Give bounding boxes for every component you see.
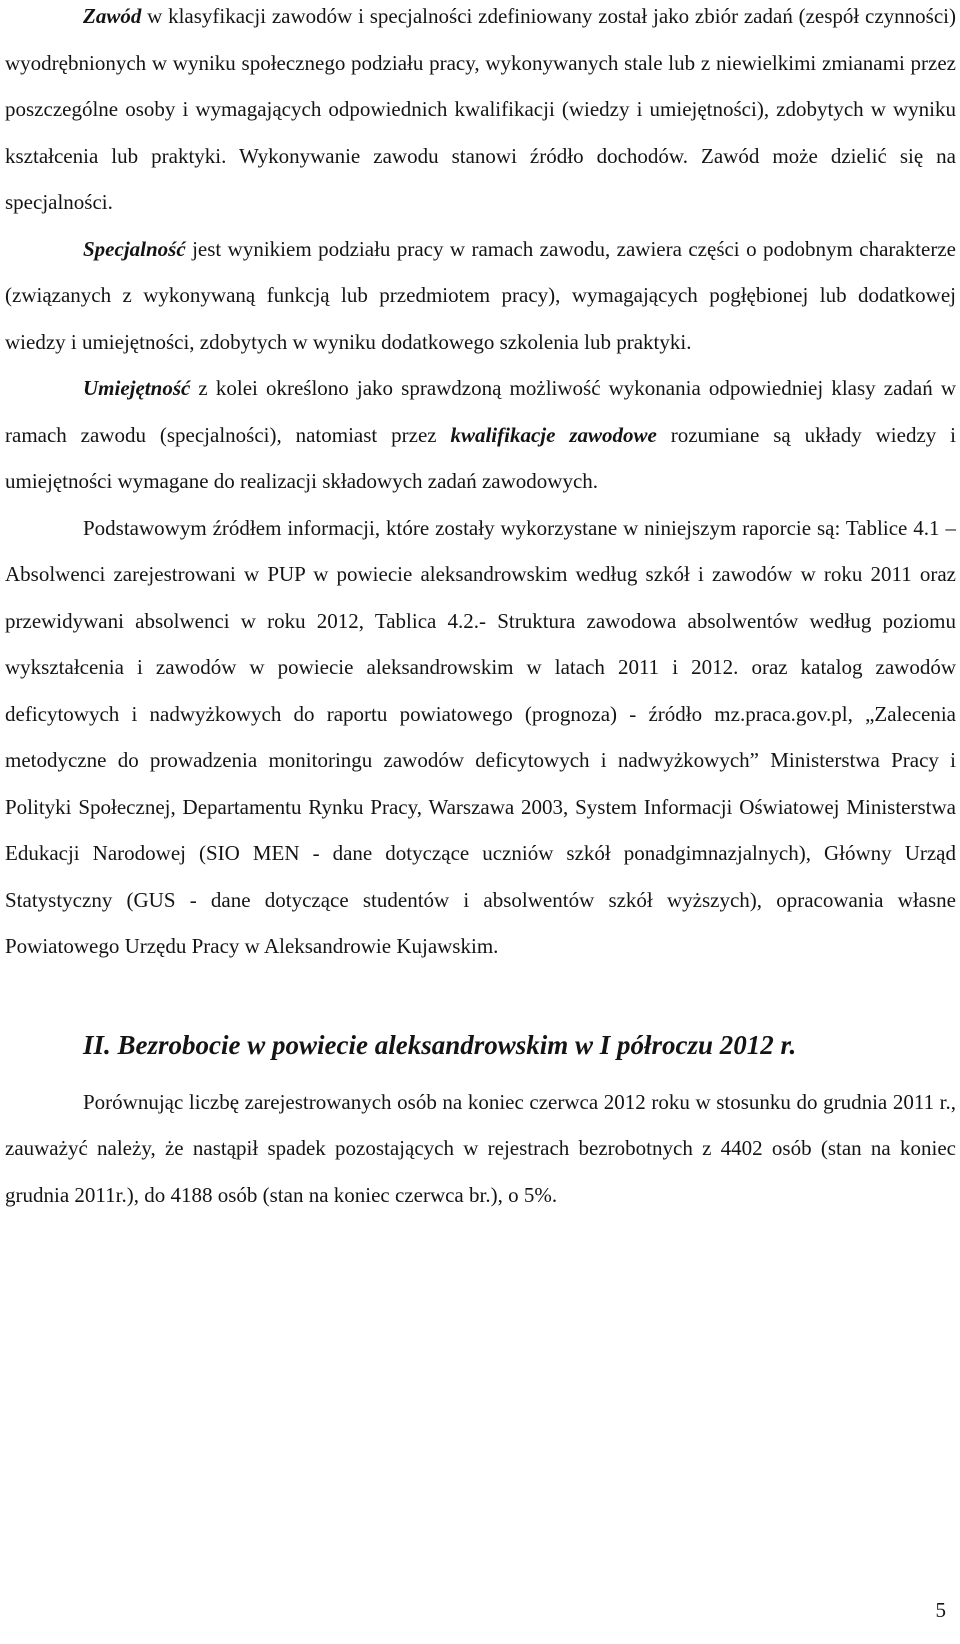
paragraph-umiejetnosc-text-a: z kolei określono jako sprawdzoną możliwość wykonania odpowiedniej klasy zadań w ramach zawodu (specjalności), natomiast przez <box>5 376 956 447</box>
section-heading: II. Bezrobocie w powiecie aleksandrowskim w I półroczu 2012 r. <box>83 1029 797 1060</box>
paragraph-umiejetnosc <box>5 365 956 505</box>
spacer <box>5 1065 956 1079</box>
term-kwalifikacje-zawodowe: kwalifikacje zawodowe <box>450 422 657 447</box>
paragraph-umiejetnosc-text-b: rozumiane są układy wiedzy i umiejętności wymagane do realizacji składowych zadań zawodowych. <box>5 422 956 493</box>
document-page <box>5 0 956 1218</box>
paragraph-zawod <box>5 0 956 226</box>
paragraph-bezrobocie: Porównując liczbę zarejestrowanych osób na koniec czerwca 2012 roku w stosunku do grudnia 2011 r., zauważyć należy, że nastąpił spadek pozostających w rejestrach bezrobotnych z 4402 osób (stan na koniec grudnia 2011r.), do 4188 osób (stan na koniec czerwca br.), o 5%. <box>5 1089 956 1207</box>
spacer <box>5 970 956 1025</box>
term-zawod: Zawód <box>83 4 142 28</box>
paragraph-specjalnosc <box>5 226 956 366</box>
paragraph-specjalnosc-text: jest wynikiem podziału pracy w ramach zawodu, zawiera części o podobnym charakterze (związanych z wykonywaną funkcją lub przedmiotem pracy), wymagających pogłębionej lub dodatkowej wiedzy i umiejętności, zdobytych w wyniku dodatkowego szkolenia lub praktyki. <box>5 236 956 354</box>
term-specjalnosc: Specjalność <box>83 236 186 261</box>
paragraph-zrodla-informacji: Podstawowym źródłem informacji, które zostały wykorzystane w niniejszym raporcie są: Tablice 4.1 – Absolwenci zarejestrowani w PUP w powiecie aleksandrowskim według szkół i zawodów w roku 2011 oraz przewidywani absolwenci w roku 2012, Tablica 4.2.- Struktura zawodowa absolwentów według poziomu wykształcenia i zawodów w powiecie aleksandrowskim w latach 2011 i 2012. oraz katalog zawodów deficytowych i nadwyżkowych do raportu powiatowego (prognoza) - źródło mz.praca.gov.pl, „Zalecenia metodyczne do prowadzenia monitoringu zawodów deficytowych i nadwyżkowych” Ministerstwa Pracy i Polityki Społecznej, Departamentu Rynku Pracy, Warszawa 2003, System Informacji Oświatowej Ministerstwa Edukacji Narodowej (SIO MEN - dane dotyczące uczniów szkół ponadgimnazjalnych), Główny Urząd Statystyczny (GUS - dane dotyczące studentów i absolwentów szkół wyższych), opracowania własne Powiatowego Urzędu Pracy w Aleksandrowie Kujawskim. <box>5 515 956 958</box>
page-number: 5 <box>935 1598 946 1622</box>
term-umiejetnosc: Umiejętność <box>83 376 191 400</box>
paragraph-zawod-text: w klasyfikacji zawodów i specjalności zdefiniowany został jako zbiór zadań (zespół czynności) wyodrębnionych w wyniku społecznego podziału pracy, wykonywanych stale lub z niewielkimi zmianami przez poszczególne osoby i wymagających odpowiednich kwalifikacji (wiedzy i umiejętności), zdobytych w wyniku kształcenia lub praktyki. Wykonywanie zawodu stanowi źródło dochodów. Zawód może dzielić się na specjalności. <box>5 4 956 214</box>
